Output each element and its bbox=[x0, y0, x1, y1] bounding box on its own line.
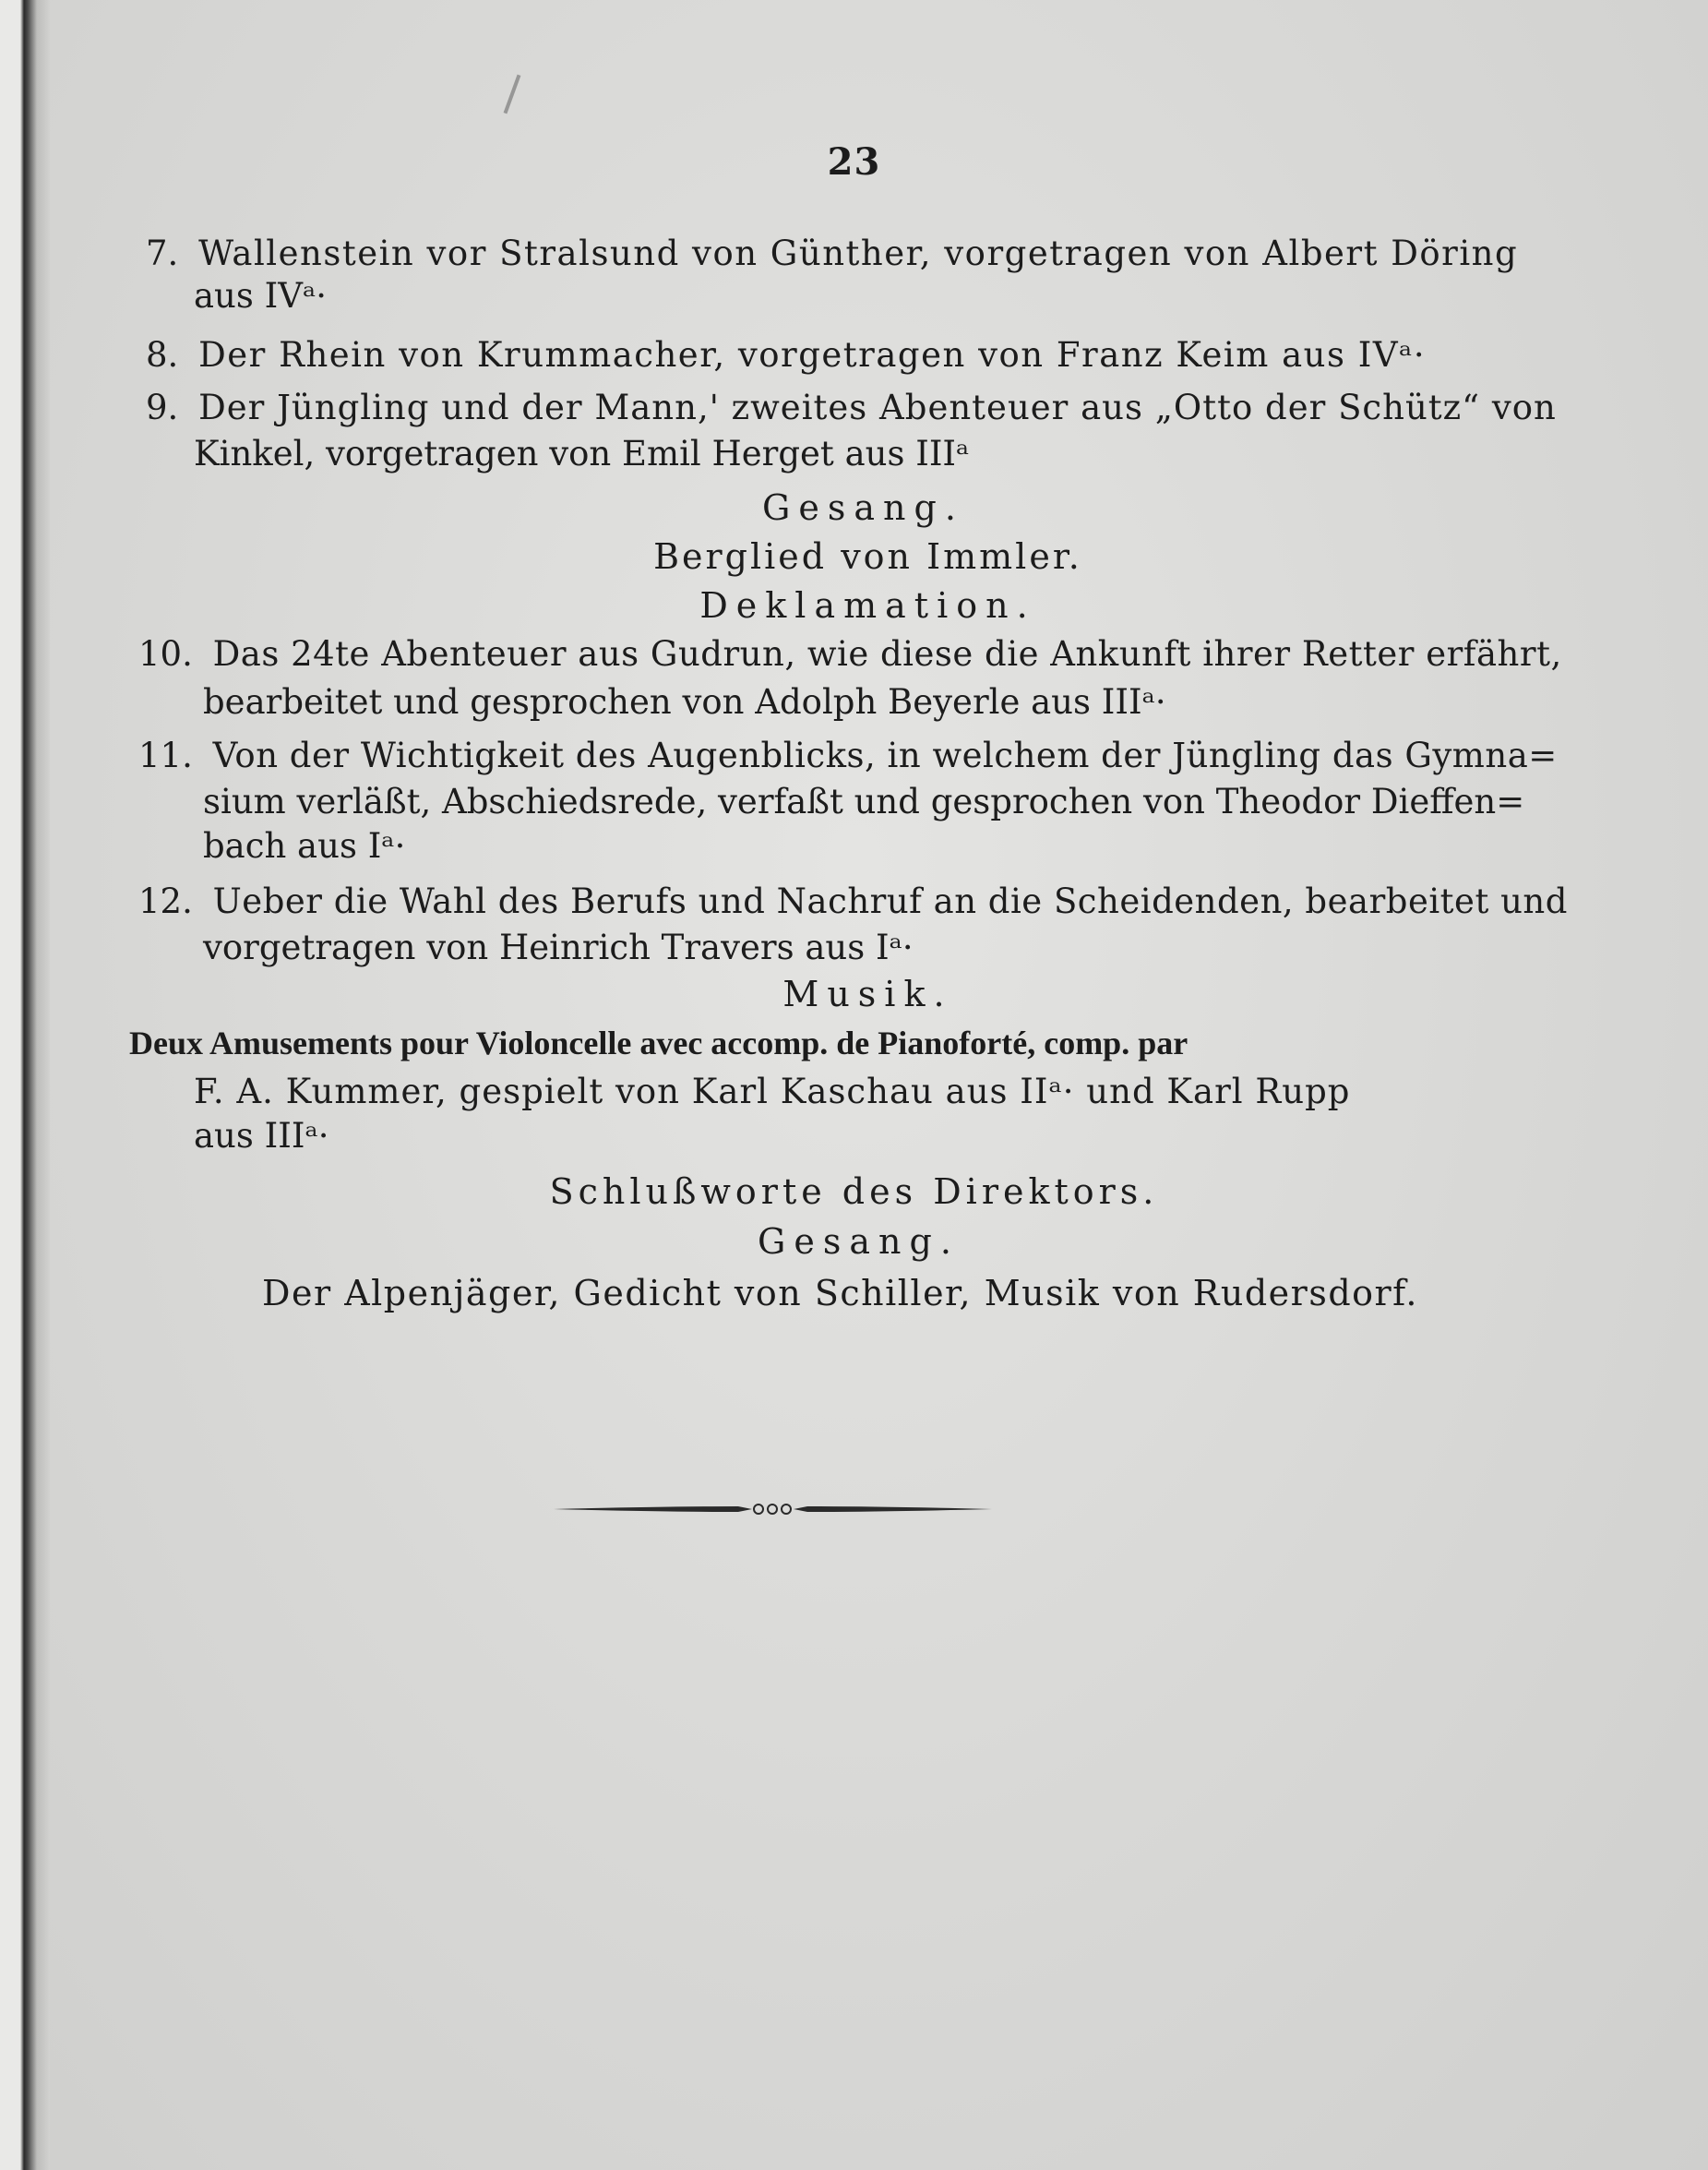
item-number: 12. bbox=[138, 881, 193, 921]
item-11-line-1 bbox=[138, 738, 1558, 773]
item-number: 10. bbox=[138, 634, 193, 674]
book-spine-edge bbox=[0, 0, 50, 2170]
item-number: 7. bbox=[146, 234, 179, 273]
item-11-line-3: bach aus Iᵃ· bbox=[203, 826, 406, 866]
section-heading-gesang: Gesang. bbox=[762, 487, 964, 528]
item-text: Ueber die Wahl des Berufs und Nachruf an die Scheidenden, bearbeitet und bbox=[212, 881, 1568, 921]
item-7-line-1 bbox=[146, 234, 1519, 273]
closing-gesang-heading: Gesang. bbox=[758, 1221, 960, 1262]
item-11-line-2: sium verläßt, Abschiedsrede, verfaßt und gesprochen von Theodor Dieffen= bbox=[203, 782, 1525, 821]
pencil-mark bbox=[504, 75, 521, 114]
item-10-line-2: bearbeitet und gesprochen von Adolph Beyerle aus IIIᵃ· bbox=[203, 682, 1166, 722]
page-number: 23 bbox=[827, 140, 881, 184]
item-text: Wallenstein vor Stralsund von Günther, vorgetragen von Albert Döring bbox=[198, 234, 1519, 273]
musik-line-2: F. A. Kummer, gespielt von Karl Kaschau aus IIᵃ· und Karl Rupp bbox=[194, 1072, 1351, 1111]
item-number: 8. bbox=[146, 335, 179, 375]
item-12-line-1 bbox=[138, 881, 1568, 921]
item-10-line-1 bbox=[138, 634, 1562, 674]
piece-berglied: Berglied von Immler. bbox=[653, 536, 1082, 577]
item-7-line-2: aus IVᵃ· bbox=[194, 276, 328, 316]
item-number: 9. bbox=[146, 388, 179, 427]
item-8-line-1 bbox=[146, 335, 1427, 375]
item-text: Der Jüngling und der Mann,' zweites Abenteuer aus „Otto der Schütz“ von bbox=[198, 388, 1557, 427]
item-9-line-1 bbox=[146, 390, 1557, 425]
item-text: Der Rhein von Krummacher, vorgetragen von Franz Keim aus IVᵃ· bbox=[198, 335, 1427, 375]
section-heading-musik: Musik. bbox=[782, 974, 953, 1014]
item-text: Von der Wichtigkeit des Augenblicks, in welchem der Jüngling das Gymna= bbox=[212, 736, 1558, 775]
musik-line-3: aus IIIᵃ· bbox=[194, 1116, 329, 1156]
musik-line-1: Deux Amusements pour Violoncelle avec accomp. de Pianoforté, comp. par bbox=[129, 1025, 1188, 1061]
item-9-line-2: Kinkel, vorgetragen von Emil Herget aus IIIᵃ bbox=[194, 434, 970, 474]
item-text: Das 24te Abenteuer aus Gudrun, wie diese die Ankunft ihrer Retter erfährt, bbox=[212, 634, 1562, 674]
ornamental-rule bbox=[554, 1495, 992, 1523]
item-number: 11. bbox=[138, 736, 193, 775]
section-heading-deklamation: Deklamation. bbox=[699, 585, 1036, 626]
item-12-line-2: vorgetragen von Heinrich Travers aus Iᵃ· bbox=[203, 928, 914, 967]
closing-schlussworte: Schlußworte des Direktors. bbox=[549, 1171, 1159, 1212]
closing-final-piece: Der Alpenjäger, Gedicht von Schiller, Musik von Rudersdorf. bbox=[262, 1273, 1418, 1313]
